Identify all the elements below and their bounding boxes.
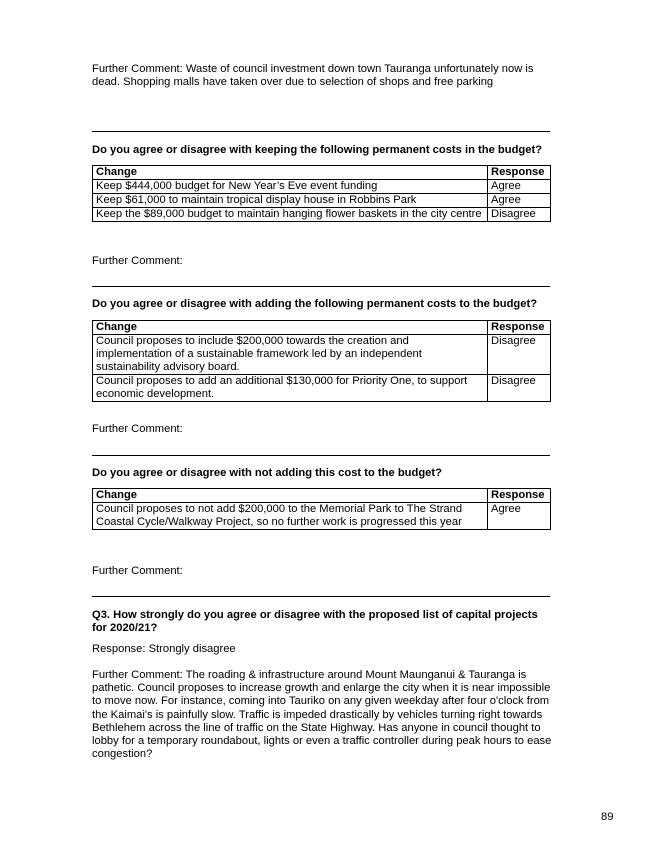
divider <box>92 455 550 456</box>
response-cell: Disagree <box>488 208 551 222</box>
section3-question: Do you agree or disagree with not adding this cost to the budget? <box>92 467 442 479</box>
change-cell: Keep $444,000 budget for New Year’s Eve event funding <box>93 180 488 194</box>
page-number: 89 <box>601 811 614 823</box>
response-cell: Disagree <box>488 335 551 375</box>
section2-comment: Further Comment: <box>92 423 183 435</box>
section1-question: Do you agree or disagree with keeping the following permanent costs in the budget? <box>92 144 543 156</box>
q3-comment: Further Comment: The roading & infrastructure around Mount Maunganui & Tauranga is pathetic. Council proposes to increase growth and enlarge the city when it is near impossible to move now. For instance, coming into Tauriko on any given weekday after four o'clock from the Kaimai's is painfully slow. Traffic is impeded drastically by vehicles turning right towards Bethlehem across the line of traffic on the State Highway. Has anyone in council thought to lobby for a temporary roundabout, lights or even a traffic controller during peak hours to ease congestion? <box>92 669 552 761</box>
change-cell: Keep $61,000 to maintain tropical display house in Robbins Park <box>93 194 488 208</box>
response-cell: Agree <box>488 503 551 530</box>
response-cell: Agree <box>488 180 551 194</box>
table-row <box>93 194 551 208</box>
intro-comment: Further Comment: Waste of council investment down town Tauranga unfortunately now is dead. Shopping malls have taken over due to selection of shops and free parking <box>92 63 534 89</box>
section3-table <box>92 488 551 530</box>
col-change-header: Change <box>93 166 488 180</box>
response-cell: Agree <box>488 194 551 208</box>
table-row <box>93 503 551 530</box>
section1-table <box>92 165 551 222</box>
section2-table <box>92 320 551 402</box>
response-cell: Disagree <box>488 375 551 402</box>
change-cell: Council proposes to include $200,000 towards the creation and implementation of a sustainable framework led by an independent sustainability advisory board. <box>93 335 488 375</box>
col-response-header: Response <box>488 321 551 335</box>
change-cell: Keep the $89,000 budget to maintain hanging flower baskets in the city centre <box>93 208 488 222</box>
table-header-row <box>93 321 551 335</box>
col-response-header: Response <box>488 166 551 180</box>
q3-response: Response: Strongly disagree <box>92 643 236 655</box>
change-cell: Council proposes to not add $200,000 to the Memorial Park to The Strand Coastal Cycle/Walkway Project, so no further work is progressed this year <box>93 503 488 530</box>
table-header-row <box>93 489 551 503</box>
divider <box>92 131 550 132</box>
section2-question: Do you agree or disagree with adding the following permanent costs to the budget? <box>92 298 538 310</box>
change-cell: Council proposes to add an additional $130,000 for Priority One, to support economic development. <box>93 375 488 402</box>
col-change-header: Change <box>93 321 488 335</box>
table-row <box>93 180 551 194</box>
table-row <box>93 208 551 222</box>
col-response-header: Response <box>488 489 551 503</box>
table-header-row <box>93 166 551 180</box>
section3-comment: Further Comment: <box>92 565 183 577</box>
q3-question: Q3. How strongly do you agree or disagree with the proposed list of capital projects for 2020/21? <box>92 609 538 635</box>
section1-comment: Further Comment: <box>92 255 183 267</box>
table-row <box>93 375 551 402</box>
table-row <box>93 335 551 375</box>
divider <box>92 286 550 287</box>
col-change-header: Change <box>93 489 488 503</box>
divider <box>92 596 550 597</box>
